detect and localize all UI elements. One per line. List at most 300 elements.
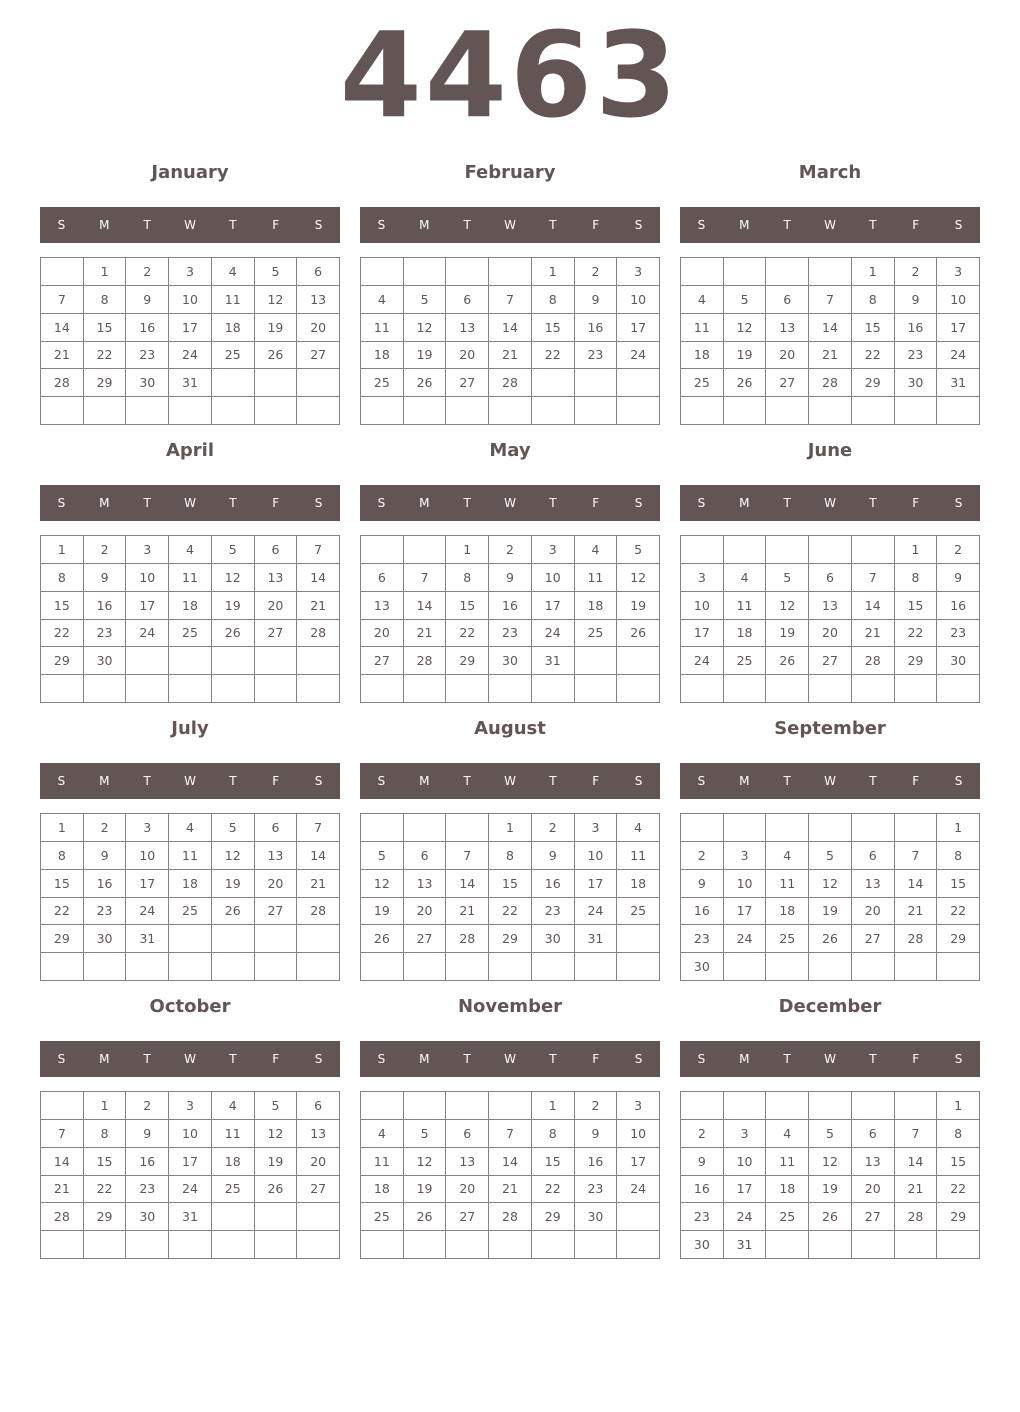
day-cell: 30: [532, 925, 575, 953]
day-grid: [360, 535, 660, 703]
weekday-label: M: [99, 218, 110, 232]
month-name: March: [798, 162, 862, 183]
day-cell: 26: [212, 620, 255, 648]
weekday-label: T: [463, 218, 471, 232]
weekday-header: [40, 1041, 340, 1077]
day-cell: 13: [361, 592, 404, 620]
weekday-label: M: [99, 496, 110, 510]
empty-day-cell: [532, 953, 575, 981]
day-cell: 11: [766, 1148, 809, 1176]
day-cell: 8: [895, 564, 938, 592]
day-cell: 4: [724, 564, 767, 592]
weekday-label: M: [419, 1052, 430, 1066]
empty-day-cell: [617, 647, 660, 675]
empty-day-cell: [532, 369, 575, 397]
day-cell: 20: [766, 342, 809, 370]
day-cell: 11: [169, 564, 212, 592]
day-cell: 27: [766, 369, 809, 397]
month-name: April: [165, 440, 215, 461]
day-cell: 7: [809, 286, 852, 314]
day-cell: 1: [532, 258, 575, 286]
day-cell: 13: [766, 314, 809, 342]
empty-day-cell: [361, 258, 404, 286]
day-cell: 30: [84, 647, 127, 675]
weekday-label: T: [143, 496, 151, 510]
day-cell: 17: [169, 314, 212, 342]
day-cell: 28: [895, 925, 938, 953]
empty-day-cell: [41, 397, 84, 425]
day-cell: 24: [532, 620, 575, 648]
day-cell: 28: [41, 369, 84, 397]
month-name: November: [457, 996, 563, 1017]
empty-day-cell: [681, 814, 724, 842]
day-cell: 8: [532, 1120, 575, 1148]
day-cell: 25: [766, 1203, 809, 1231]
empty-day-cell: [361, 1231, 404, 1259]
empty-day-cell: [895, 814, 938, 842]
day-cell: 18: [361, 342, 404, 370]
empty-day-cell: [84, 953, 127, 981]
day-cell: 11: [766, 870, 809, 898]
empty-day-cell: [446, 1092, 489, 1120]
day-cell: 30: [126, 369, 169, 397]
empty-day-cell: [361, 397, 404, 425]
weekday-label: W: [184, 218, 196, 232]
empty-day-cell: [41, 258, 84, 286]
day-cell: 25: [361, 369, 404, 397]
day-cell: 23: [895, 342, 938, 370]
day-cell: 14: [809, 314, 852, 342]
day-cell: 14: [852, 592, 895, 620]
weekday-label: T: [143, 774, 151, 788]
day-cell: 22: [489, 898, 532, 926]
day-cell: 3: [681, 564, 724, 592]
day-cell: 10: [575, 842, 618, 870]
empty-day-cell: [126, 953, 169, 981]
weekday-label: S: [697, 496, 706, 510]
day-cell: 2: [84, 536, 127, 564]
day-cell: 29: [937, 1203, 980, 1231]
day-cell: 25: [724, 647, 767, 675]
day-cell: 7: [446, 842, 489, 870]
day-cell: 10: [724, 870, 767, 898]
weekday-label: T: [783, 774, 791, 788]
day-cell: 30: [681, 953, 724, 981]
day-cell: 22: [41, 620, 84, 648]
empty-day-cell: [404, 814, 447, 842]
day-cell: 10: [724, 1148, 767, 1176]
day-cell: 22: [532, 342, 575, 370]
weekday-label: T: [783, 1052, 791, 1066]
day-cell: 6: [255, 536, 298, 564]
day-cell: 19: [361, 898, 404, 926]
day-cell: 10: [169, 1120, 212, 1148]
weekday-header: [360, 485, 660, 521]
empty-day-cell: [404, 397, 447, 425]
empty-day-cell: [169, 647, 212, 675]
empty-day-cell: [361, 1092, 404, 1120]
day-cell: 3: [617, 258, 660, 286]
day-cell: 31: [575, 925, 618, 953]
empty-day-cell: [809, 953, 852, 981]
day-cell: 5: [404, 286, 447, 314]
day-cell: 28: [41, 1203, 84, 1231]
day-cell: 21: [41, 1176, 84, 1204]
weekday-label: S: [634, 496, 643, 510]
empty-day-cell: [766, 1231, 809, 1259]
weekday-label: W: [184, 1052, 196, 1066]
day-cell: 14: [297, 842, 340, 870]
day-cell: 9: [126, 1120, 169, 1148]
empty-day-cell: [852, 953, 895, 981]
empty-day-cell: [681, 675, 724, 703]
empty-day-cell: [532, 675, 575, 703]
day-cell: 17: [532, 592, 575, 620]
day-cell: 22: [532, 1176, 575, 1204]
day-cell: 22: [937, 898, 980, 926]
day-cell: 23: [126, 1176, 169, 1204]
day-cell: 15: [84, 1148, 127, 1176]
weekday-label: T: [869, 218, 877, 232]
day-cell: 1: [895, 536, 938, 564]
day-cell: 13: [404, 870, 447, 898]
empty-day-cell: [446, 814, 489, 842]
weekday-header: [680, 207, 980, 243]
weekday-label: F: [272, 218, 280, 232]
day-cell: 21: [895, 898, 938, 926]
day-cell: 8: [84, 1120, 127, 1148]
day-cell: 3: [169, 1092, 212, 1120]
day-cell: 12: [724, 314, 767, 342]
weekday-label: W: [504, 496, 516, 510]
day-cell: 4: [212, 1092, 255, 1120]
empty-day-cell: [809, 1231, 852, 1259]
empty-day-cell: [575, 1231, 618, 1259]
day-cell: 3: [724, 842, 767, 870]
day-cell: 26: [361, 925, 404, 953]
year-title: 4463: [339, 6, 681, 144]
day-cell: 19: [724, 342, 767, 370]
empty-day-cell: [404, 675, 447, 703]
day-cell: 9: [489, 564, 532, 592]
empty-day-cell: [169, 397, 212, 425]
day-cell: 20: [446, 1176, 489, 1204]
day-grid: [360, 257, 660, 425]
empty-day-cell: [724, 258, 767, 286]
day-cell: 11: [681, 314, 724, 342]
empty-day-cell: [617, 675, 660, 703]
weekday-label: M: [419, 218, 430, 232]
day-cell: 20: [361, 620, 404, 648]
weekday-label: F: [592, 774, 600, 788]
weekday-label: T: [549, 774, 557, 788]
day-cell: 19: [255, 1148, 298, 1176]
day-cell: 15: [532, 314, 575, 342]
day-cell: 23: [489, 620, 532, 648]
empty-day-cell: [41, 953, 84, 981]
empty-day-cell: [297, 1203, 340, 1231]
empty-day-cell: [361, 814, 404, 842]
weekday-label: F: [592, 496, 600, 510]
day-cell: 11: [617, 842, 660, 870]
day-cell: 6: [404, 842, 447, 870]
day-cell: 19: [617, 592, 660, 620]
day-cell: 31: [126, 925, 169, 953]
empty-day-cell: [937, 953, 980, 981]
empty-day-cell: [489, 953, 532, 981]
weekday-label: M: [99, 774, 110, 788]
empty-day-cell: [617, 1203, 660, 1231]
empty-day-cell: [297, 925, 340, 953]
day-cell: 2: [84, 814, 127, 842]
day-cell: 1: [446, 536, 489, 564]
weekday-label: S: [954, 496, 963, 510]
day-cell: 5: [617, 536, 660, 564]
day-cell: 23: [84, 898, 127, 926]
day-grid: [680, 1091, 980, 1259]
empty-day-cell: [937, 397, 980, 425]
empty-day-cell: [255, 675, 298, 703]
day-cell: 26: [255, 342, 298, 370]
weekday-label: S: [954, 774, 963, 788]
day-cell: 14: [404, 592, 447, 620]
day-cell: 8: [532, 286, 575, 314]
empty-day-cell: [575, 953, 618, 981]
empty-day-cell: [681, 1092, 724, 1120]
day-cell: 22: [84, 1176, 127, 1204]
weekday-label: M: [739, 1052, 750, 1066]
day-cell: 21: [489, 1176, 532, 1204]
day-cell: 16: [126, 1148, 169, 1176]
empty-day-cell: [446, 1231, 489, 1259]
day-cell: 28: [446, 925, 489, 953]
day-cell: 12: [809, 870, 852, 898]
day-cell: 16: [84, 592, 127, 620]
day-cell: 18: [766, 1176, 809, 1204]
day-cell: 7: [297, 814, 340, 842]
day-cell: 8: [84, 286, 127, 314]
weekday-label: S: [697, 774, 706, 788]
weekday-label: S: [954, 1052, 963, 1066]
weekday-label: M: [99, 1052, 110, 1066]
day-cell: 30: [575, 1203, 618, 1231]
day-cell: 13: [255, 842, 298, 870]
day-cell: 6: [809, 564, 852, 592]
weekday-label: T: [463, 1052, 471, 1066]
empty-day-cell: [41, 1092, 84, 1120]
day-cell: 14: [41, 1148, 84, 1176]
empty-day-cell: [126, 397, 169, 425]
day-cell: 2: [681, 1120, 724, 1148]
day-cell: 6: [297, 258, 340, 286]
day-cell: 2: [895, 258, 938, 286]
day-cell: 16: [937, 592, 980, 620]
day-cell: 27: [297, 342, 340, 370]
empty-day-cell: [681, 536, 724, 564]
day-cell: 1: [532, 1092, 575, 1120]
day-cell: 7: [297, 536, 340, 564]
day-cell: 26: [404, 369, 447, 397]
day-cell: 30: [895, 369, 938, 397]
empty-day-cell: [255, 369, 298, 397]
day-cell: 3: [575, 814, 618, 842]
day-cell: 19: [766, 620, 809, 648]
empty-day-cell: [895, 397, 938, 425]
day-cell: 5: [255, 258, 298, 286]
weekday-label: T: [869, 1052, 877, 1066]
day-cell: 27: [446, 1203, 489, 1231]
day-cell: 12: [255, 1120, 298, 1148]
day-cell: 16: [126, 314, 169, 342]
day-cell: 14: [41, 314, 84, 342]
day-cell: 16: [681, 898, 724, 926]
day-cell: 31: [532, 647, 575, 675]
day-cell: 2: [126, 1092, 169, 1120]
day-cell: 30: [126, 1203, 169, 1231]
day-cell: 5: [809, 842, 852, 870]
day-cell: 17: [617, 314, 660, 342]
empty-day-cell: [617, 953, 660, 981]
weekday-header: [360, 763, 660, 799]
day-cell: 30: [84, 925, 127, 953]
weekday-label: S: [634, 1052, 643, 1066]
day-cell: 11: [361, 1148, 404, 1176]
empty-day-cell: [489, 258, 532, 286]
day-cell: 18: [617, 870, 660, 898]
day-cell: 15: [489, 870, 532, 898]
day-cell: 16: [575, 1148, 618, 1176]
weekday-label: S: [377, 774, 386, 788]
day-cell: 4: [617, 814, 660, 842]
day-cell: 28: [852, 647, 895, 675]
day-cell: 17: [126, 592, 169, 620]
day-cell: 21: [895, 1176, 938, 1204]
day-cell: 15: [852, 314, 895, 342]
day-cell: 14: [446, 870, 489, 898]
empty-day-cell: [895, 1231, 938, 1259]
weekday-label: W: [504, 774, 516, 788]
empty-day-cell: [681, 258, 724, 286]
day-cell: 20: [255, 592, 298, 620]
day-cell: 5: [212, 536, 255, 564]
day-cell: 1: [84, 1092, 127, 1120]
day-cell: 3: [532, 536, 575, 564]
day-cell: 3: [169, 258, 212, 286]
day-cell: 25: [212, 1176, 255, 1204]
day-cell: 17: [937, 314, 980, 342]
day-cell: 31: [724, 1231, 767, 1259]
day-cell: 24: [617, 342, 660, 370]
day-cell: 17: [617, 1148, 660, 1176]
month-name: January: [151, 162, 229, 183]
day-cell: 4: [681, 286, 724, 314]
weekday-label: M: [419, 774, 430, 788]
day-cell: 9: [575, 286, 618, 314]
day-cell: 6: [297, 1092, 340, 1120]
day-cell: 27: [255, 620, 298, 648]
empty-day-cell: [489, 1231, 532, 1259]
day-cell: 29: [84, 369, 127, 397]
empty-day-cell: [724, 953, 767, 981]
weekday-label: T: [783, 496, 791, 510]
empty-day-cell: [212, 675, 255, 703]
empty-day-cell: [84, 397, 127, 425]
day-cell: 29: [84, 1203, 127, 1231]
day-cell: 21: [41, 342, 84, 370]
day-cell: 27: [297, 1176, 340, 1204]
day-cell: 5: [212, 814, 255, 842]
day-cell: 18: [681, 342, 724, 370]
weekday-label: S: [57, 774, 66, 788]
empty-day-cell: [404, 536, 447, 564]
day-cell: 1: [41, 536, 84, 564]
day-cell: 13: [446, 1148, 489, 1176]
weekday-header: [40, 485, 340, 521]
day-cell: 9: [84, 842, 127, 870]
weekday-header: [360, 207, 660, 243]
day-grid: [40, 535, 340, 703]
empty-day-cell: [895, 675, 938, 703]
empty-day-cell: [446, 675, 489, 703]
day-cell: 13: [297, 286, 340, 314]
weekday-label: S: [954, 218, 963, 232]
empty-day-cell: [852, 675, 895, 703]
day-grid: [360, 1091, 660, 1259]
day-cell: 21: [297, 870, 340, 898]
day-cell: 5: [361, 842, 404, 870]
day-cell: 3: [126, 536, 169, 564]
empty-day-cell: [169, 925, 212, 953]
empty-day-cell: [852, 536, 895, 564]
weekday-label: S: [634, 218, 643, 232]
weekday-label: F: [272, 774, 280, 788]
day-cell: 5: [724, 286, 767, 314]
day-cell: 19: [404, 1176, 447, 1204]
day-cell: 29: [852, 369, 895, 397]
empty-day-cell: [41, 675, 84, 703]
day-grid: [680, 813, 980, 981]
day-cell: 29: [895, 647, 938, 675]
day-cell: 15: [937, 870, 980, 898]
day-cell: 17: [126, 870, 169, 898]
empty-day-cell: [809, 397, 852, 425]
day-cell: 24: [617, 1176, 660, 1204]
day-cell: 2: [532, 814, 575, 842]
day-cell: 4: [169, 536, 212, 564]
day-cell: 16: [84, 870, 127, 898]
day-cell: 12: [361, 870, 404, 898]
day-cell: 14: [895, 870, 938, 898]
day-cell: 17: [681, 620, 724, 648]
day-cell: 28: [489, 1203, 532, 1231]
empty-day-cell: [404, 1092, 447, 1120]
empty-day-cell: [809, 258, 852, 286]
day-cell: 25: [617, 898, 660, 926]
day-cell: 21: [446, 898, 489, 926]
empty-day-cell: [937, 675, 980, 703]
day-cell: 2: [937, 536, 980, 564]
weekday-label: F: [272, 496, 280, 510]
day-cell: 24: [681, 647, 724, 675]
day-cell: 7: [41, 286, 84, 314]
day-cell: 26: [809, 925, 852, 953]
day-cell: 22: [937, 1176, 980, 1204]
empty-day-cell: [532, 397, 575, 425]
empty-day-cell: [532, 1231, 575, 1259]
month-name: May: [489, 440, 531, 461]
weekday-label: T: [229, 496, 237, 510]
day-cell: 19: [404, 342, 447, 370]
